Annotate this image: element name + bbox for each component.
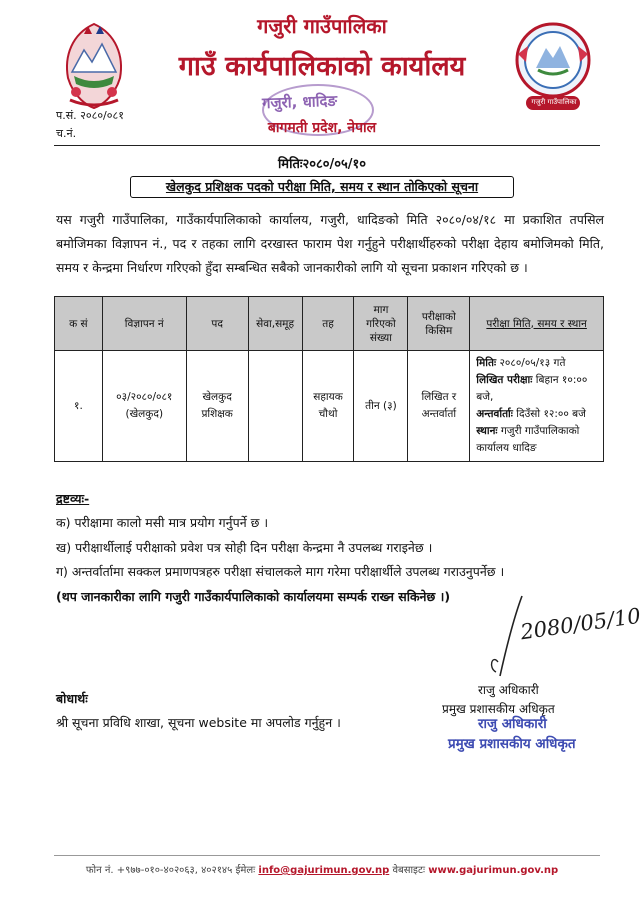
advertisement-number: ०३/२०८०/०८१	[116, 391, 173, 403]
schedule-written: लिखित परीक्षाः बिहान १०:०० बजे,	[476, 374, 588, 403]
note-item: ख) परीक्षार्थीलाई परीक्षाको प्रवेश पत्र सोही दिन परीक्षा केन्द्रमा नै उपलब्ध गराइनेछ ।	[56, 540, 433, 555]
schedule-date: मितिः २०८०/०५/१३ गते	[476, 357, 566, 369]
header-demanded-count: माग गरिएको संख्या	[354, 297, 408, 351]
cell-service-group	[248, 351, 302, 462]
footer-website-link[interactable]: www.gajurimun.gov.np	[428, 865, 559, 876]
signature-stamp-name: राजु अधिकारी	[478, 716, 547, 732]
signatory-title: प्रमुख प्रशासकीय अधिकृत	[442, 702, 555, 716]
office-name: गाउँ कार्यपालिकाको कार्यालय	[178, 51, 466, 82]
schedule-venue: स्थानः गजुरी गाउँपालिकाको कार्यालय धादिङ	[476, 425, 580, 454]
footer-contact	[0, 862, 644, 876]
header-advertisement-no: विज्ञापन नं	[102, 297, 186, 351]
header-divider	[54, 145, 600, 146]
cell-exam-type: लिखित र अन्तर्वार्ता	[408, 351, 470, 462]
header-exam-schedule: परीक्षा मिति, समय र स्थान	[470, 297, 604, 351]
cell-advertisement-no	[102, 351, 186, 462]
header-post: पद	[186, 297, 248, 351]
header-service-group: सेवा,समूह	[248, 297, 302, 351]
advertisement-note: (खेलकुद)	[125, 408, 164, 420]
note-item: ग) अन्तर्वार्तामा सक्कल प्रमाणपत्रहरु परीक्षा संचालकले माग गरेमा परीक्षार्थीले उपलब्ध गराउनुपर्नेछ ।	[56, 564, 505, 579]
notes-heading: द्रष्टव्यः-	[56, 491, 90, 506]
municipality-name: गजुरी गाउँपालिका	[257, 14, 387, 38]
handwritten-date: 2080/05/10	[518, 603, 643, 645]
note-item: (थप जानकारीका लागि गजुरी गाउँकार्यपालिकाको कार्यालयमा सम्पर्क राख्न सकिनेछ ।)	[56, 589, 451, 604]
schedule-interview: अन्तर्वार्ताः दिउँसो १२:०० बजे	[476, 408, 586, 420]
table-row	[55, 351, 604, 462]
notice-body: यस गजुरी गाउँपालिका, गाउँकार्यपालिकाको कार्यालय, गजुरी, धादिङको मिति २०८०/०४/१८ मा प्रकाशित तपसिल बमोजिमका विज्ञापन नं., पद र तहका लागि दरखास्त फाराम पेश गर्नुहुने परीक्षार्थीहरुको परीक्षा देहाय बमोजिमको मिति, समय र केन्द्रमा निर्धारण गरिएको हुँदा सम्बन्धित सबैको जानकारीको लागि यो सूचना प्रकाशन गरिएको छ ।	[56, 212, 604, 275]
cell-post: खेलकुद प्रशिक्षक	[186, 351, 248, 462]
header-serial: क सं	[55, 297, 103, 351]
header-exam-type: परीक्षाको किसिम	[408, 297, 470, 351]
cc-heading: बोधार्थः	[56, 691, 88, 706]
signatory-name: राजु अधिकारी	[478, 683, 539, 697]
footer-divider	[54, 855, 600, 856]
notice-date: मितिः२०८०/०५/१०	[277, 157, 367, 172]
cell-level: सहायक चौथो	[302, 351, 354, 462]
dispatch-number: च.नं.	[56, 127, 77, 140]
cell-exam-schedule	[470, 351, 604, 462]
cc-recipient: श्री सूचना प्रविधि शाखा, सूचना website मा अपलोड गर्नुहुन ।	[56, 715, 341, 730]
signature-stamp-title: प्रमुख प्रशासकीय अधिकृत	[448, 736, 576, 752]
footer-email-label: ईमेलः	[235, 865, 256, 876]
footer-phone: फोन नं. +९७७-०१०-४०२०६३, ४०२१४५	[85, 865, 233, 876]
cell-demanded-count: तीन (३)	[354, 351, 408, 462]
exam-schedule-table	[54, 296, 604, 462]
notice-subject: खेलकुद प्रशिक्षक पदको परीक्षा मिति, समय र स्थान तोकिएको सूचना	[130, 176, 514, 198]
office-stamp-text: गजुरी, धादिङ	[261, 91, 338, 113]
note-item: क) परीक्षामा कालो मसी मात्र प्रयोग गर्नुपर्ने छ ।	[56, 515, 269, 530]
footer-website-label: वेबसाइटः	[392, 865, 426, 876]
reference-fiscal-year: प.सं. २०८०/०८१	[56, 109, 124, 122]
header-level: तह	[302, 297, 354, 351]
cell-serial: १.	[55, 351, 103, 462]
table-header-row	[55, 297, 604, 351]
province-name: बागमती प्रदेश, नेपाल	[267, 120, 377, 136]
logo-caption: गजुरी गाउँपालिका	[531, 98, 577, 106]
footer-email-link[interactable]: info@gajurimun.gov.np	[258, 865, 390, 876]
